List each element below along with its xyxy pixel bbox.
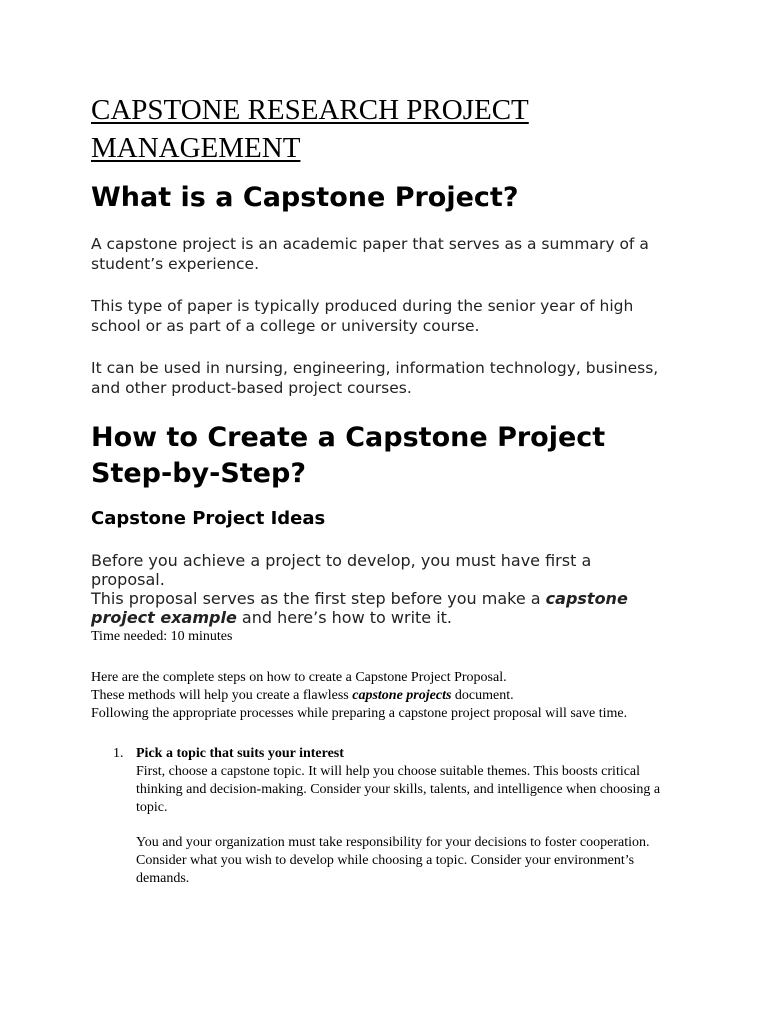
heading-what-is-capstone: What is a Capstone Project? [91,182,519,213]
heading-how-to-create: How to Create a Capstone Project Step-by-Step? [91,422,606,489]
paragraph-proposal-intro: Before you achieve a project to develop, you must have first a proposal. [91,551,592,589]
step-text-1: First, choose a capstone topic. It will help you choose suitable themes. This boosts critical thinking and decision-making. Consider your skills, talents, and intelligence when choosing a topic. [136,764,661,815]
subheading-project-ideas: Capstone Project Ideas [91,508,326,529]
steps-intro2-pre: These methods will help you create a flawless [91,688,353,703]
paragraph-proposal-example [91,589,671,627]
steps-intro-line3: Following the appropriate processes while preparing a capstone project proposal will save time. [91,706,628,721]
document-title: CAPSTONE RESEARCH PROJECT MANAGEMENT [91,94,529,164]
step-text-2: You and your organization must take responsibility for your decisions to foster cooperation. Consider what you wish to develop while choosing a topic. Consider your environment’s demands. [136,835,650,886]
steps-intro-line1: Here are the complete steps on how to create a Capstone Project Proposal. [91,670,507,685]
step-item [136,745,681,888]
step-number: 1. [113,746,124,761]
steps-intro-line2 [91,687,691,705]
paragraph-when-produced: This type of paper is typically produced during the senior year of high school or as part of a college or university course. [91,297,634,335]
steps-intro2-post: document. [451,688,514,703]
paragraph-definition: A capstone project is an academic paper that serves as a summary of a student’s experience. [91,235,649,273]
step-title: Pick a topic that suits your interest [136,746,344,761]
capstone-projects-emphasis: capstone projects [352,688,452,703]
capstone-project-example-emphasis: capstone project example [91,589,628,627]
time-needed: Time needed: 10 minutes [91,629,233,644]
paragraph-fields: It can be used in nursing, engineering, information technology, business, and other product-based project courses. [91,359,659,397]
proposal-text-post: and here’s how to write it. [236,608,453,627]
proposal-text-pre: This proposal serves as the first step before you make a [91,589,546,608]
